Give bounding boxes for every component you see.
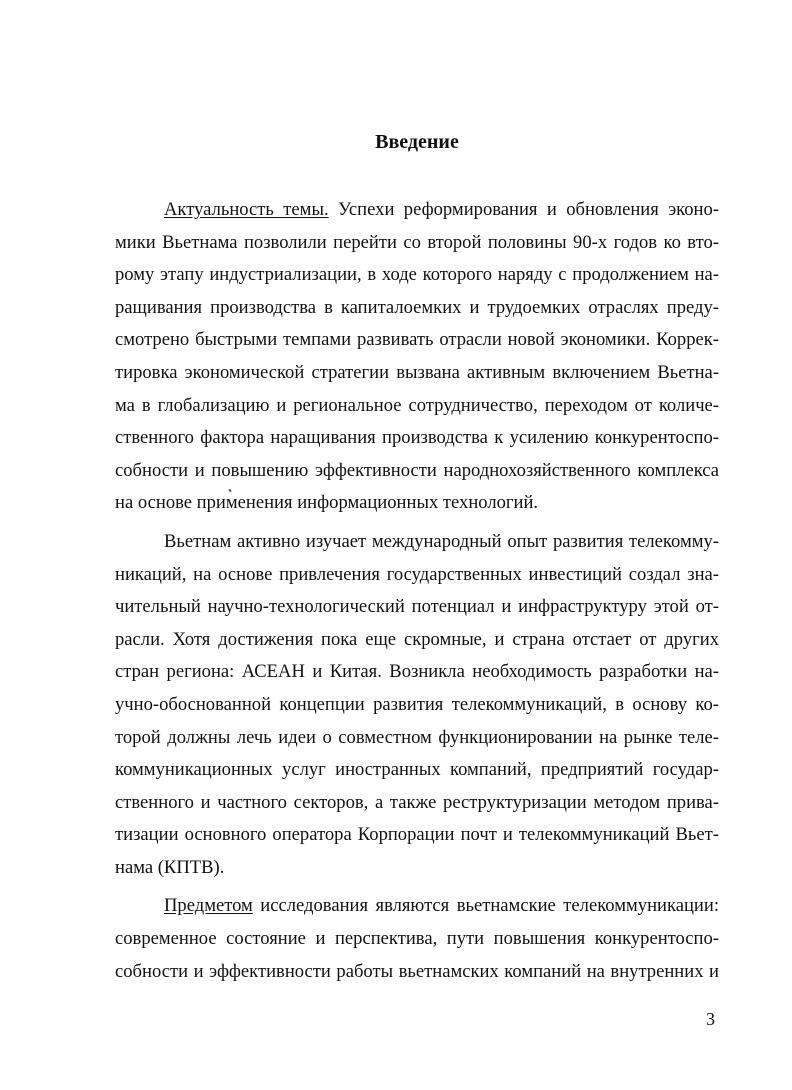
paragraph-2-line: стран региона: АСЕАН и Китая. Возникла необходимость разработки на- — [115, 661, 719, 683]
subject-heading: Предметом — [164, 895, 253, 917]
paragraph-1-line: ственного фактора наращивания производства к усилению конкурентоспо- — [115, 427, 719, 449]
paragraph-1-line: ращивания производства в капиталоемких и трудоемких отраслях преду- — [115, 296, 719, 318]
paragraph-3-line: собности и эффективности работы вьетнамских компаний на внутренних и — [115, 960, 719, 982]
paragraph-1-line: ма в глобализацию и региональное сотрудничество, переходом от количе- — [115, 394, 719, 416]
paragraph-3-line-1 — [115, 890, 719, 923]
paragraph-1-line: смотрено быстрыми темпами развивать отрасли новой экономики. Коррек- — [115, 329, 719, 351]
paragraph-2-line: никаций, на основе привлечения государственных инвестиций создал зна- — [115, 563, 719, 585]
paragraph-2-line: торой должны лечь идеи о совместном функционировании на рынке теле- — [115, 726, 719, 748]
paragraph-2-line: расли. Хотя достижения пока еще скромные, и страна отстает от других — [115, 628, 719, 650]
paragraph-1-line: собности и повышению эффективности народнохозяйственного комплекса — [115, 459, 719, 481]
page-number: 3 — [706, 1009, 715, 1029]
page-title: Введение — [375, 131, 459, 153]
paragraph-1-line: рому этапу индустриализации, в ходе которого наряду с продолжением на- — [115, 264, 719, 286]
paragraph-2-line: тизации основного оператора Корпорации почт и телекоммуникаций Вьет- — [115, 824, 719, 846]
paragraph-3-first-line-text: исследования являются вьетнамские телекоммуникации: — [252, 895, 719, 917]
paragraph-1-line: мики Вьетнама позволили перейти со второй половины 90-х годов ко вто- — [115, 231, 719, 253]
paragraph-1-first-line-text: Успехи реформирования и обновления эконо- — [328, 199, 719, 220]
paragraph-2-line: учно-обоснованной концепции развития телекоммуникаций, в основу ко- — [115, 693, 719, 715]
body-text — [115, 194, 719, 988]
paragraph-2-line: чительный научно-технологический потенциал и инфраструктуру этой от- — [115, 596, 719, 618]
paragraph-2-line: Вьетнам активно изучает международный опыт развития телекомму- — [164, 530, 719, 552]
paragraph-2-line: коммуникационных услуг иностранных компаний, предприятий государ- — [115, 759, 719, 781]
paragraph-1-line: на основе применения информационных технологий. — [115, 492, 539, 514]
paragraph-2-line: нама (КПТВ). — [115, 856, 225, 878]
paragraph-3-line: современное состояние и перспектива, пути повышения конкурентоспо- — [115, 928, 719, 950]
paragraph-1-line: тировка экономической стратегии вызвана активным включением Вьетна- — [115, 361, 719, 383]
topic-relevance-heading: Актуальность темы. — [164, 199, 329, 220]
paragraph-1-line-1 — [115, 194, 719, 227]
paragraph-2-line: ственного и частного секторов, а также реструктуризации методом прива- — [115, 791, 719, 813]
